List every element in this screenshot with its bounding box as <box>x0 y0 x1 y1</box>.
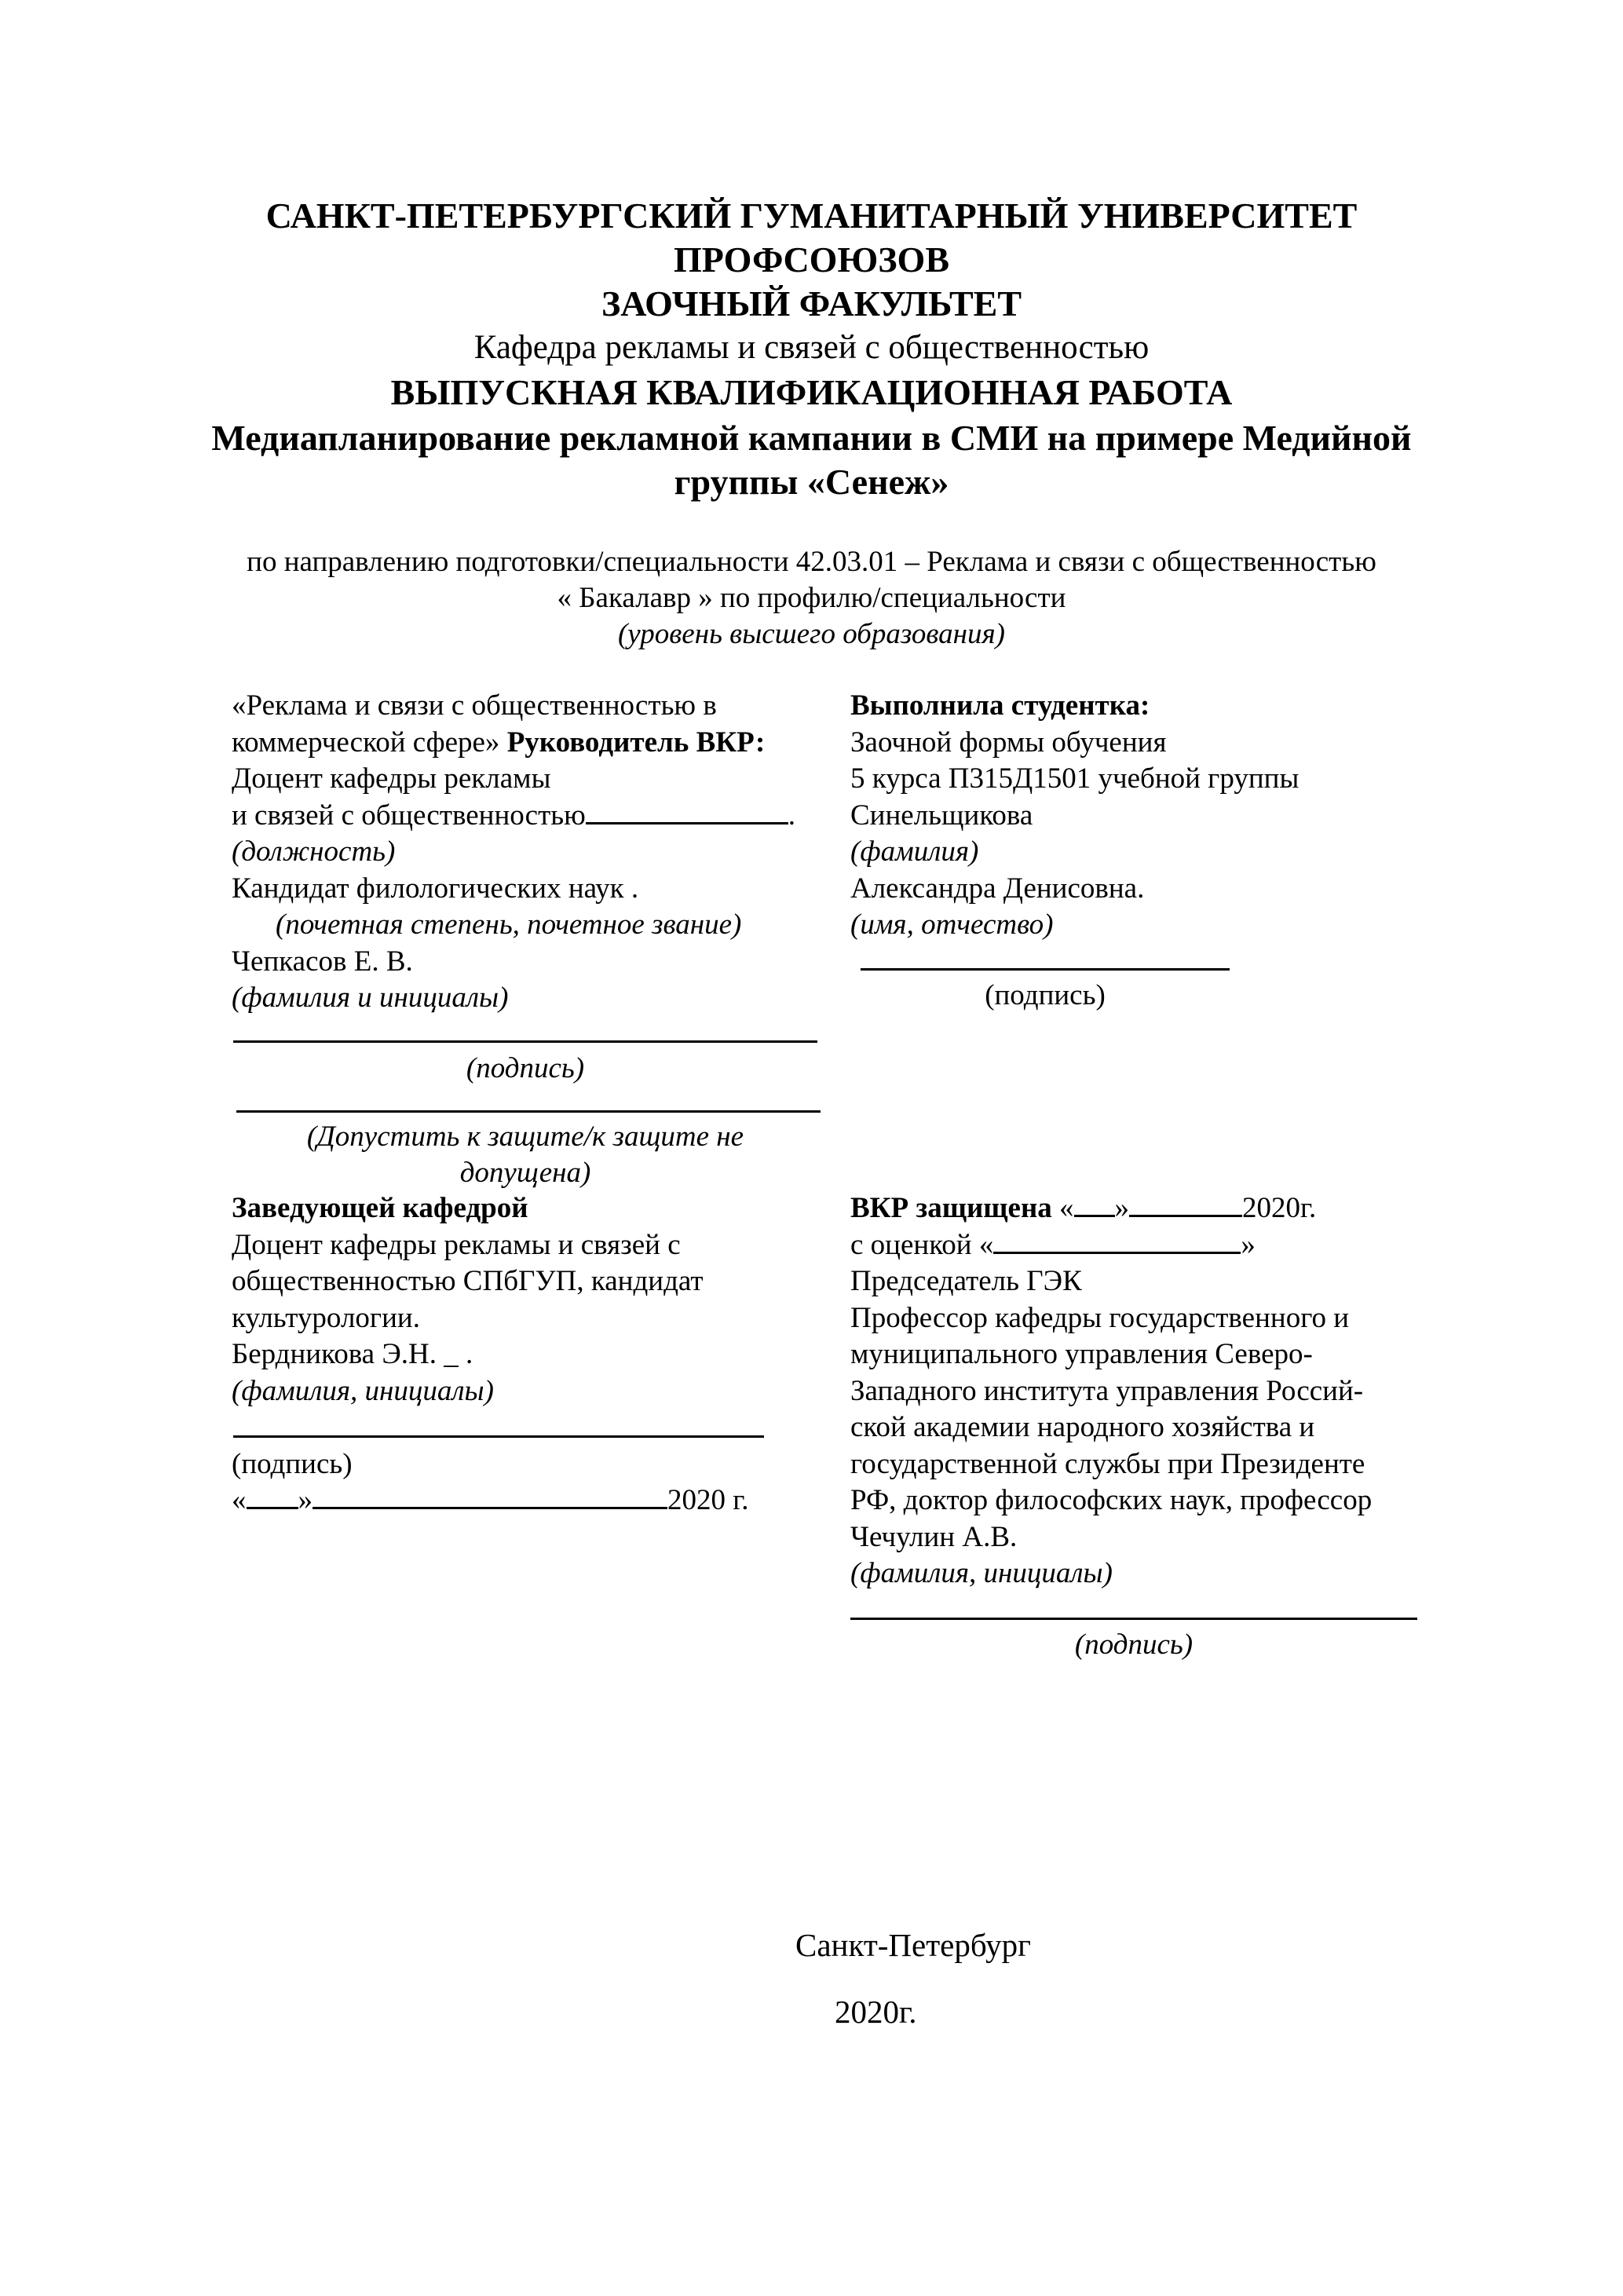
university-name-line1: САНКТ-ПЕТЕРБУРГСКИЙ ГУМАНИТАРНЫЙ УНИВЕРСИТЕТ <box>265 196 1358 236</box>
head-name-hint: (фамилия, инициалы) <box>232 1374 494 1407</box>
supervisor-position-end: . <box>788 799 796 832</box>
head-signature-line[interactable] <box>233 1435 764 1438</box>
defense-year: 2020г. <box>1242 1192 1317 1224</box>
head-date-day-blank[interactable] <box>247 1483 298 1509</box>
supervisor-signature-line[interactable] <box>233 1040 817 1043</box>
thesis-title-line2: группы «Сенеж» <box>674 462 949 502</box>
chair-name: Чечулин А.В. <box>850 1520 1018 1553</box>
specialty-line: по направлению подготовки/специальности 42.03.01 – Реклама и связи с общественностью <box>247 546 1376 578</box>
chair-position-line4: ской академии народного хозяйства и <box>850 1411 1315 1443</box>
head-date-year: 2020 г. <box>667 1484 749 1516</box>
student-study-form: Заочной формы обучения <box>850 726 1167 759</box>
admission-signature-line[interactable] <box>236 1110 821 1113</box>
supervisor-name: Чепкасов Е. В. <box>232 945 413 978</box>
student-signature-hint: (подпись) <box>985 979 1106 1011</box>
chair-position-line5: государственной службы при Президенте <box>850 1447 1365 1480</box>
student-given-names: Александра Денисовна. <box>850 872 1145 905</box>
defense-grade-line <box>850 1227 1494 1264</box>
supervisor-position-line1: Доцент кафедры рекламы <box>232 762 551 795</box>
head-of-department-block <box>232 1190 821 1409</box>
defense-date-line <box>850 1190 1494 1227</box>
head-date-month-blank[interactable] <box>313 1483 667 1509</box>
head-signature-hint: (подпись) <box>232 1448 353 1480</box>
chair-signature-line[interactable] <box>850 1618 1417 1620</box>
chair-label: Председатель ГЭК <box>850 1265 1082 1297</box>
profile-line1: «Реклама и связи с общественностью в <box>232 689 717 722</box>
admission-hint-line1: (Допустить к защите/к защите не <box>306 1121 744 1153</box>
grade-close: » <box>1241 1228 1256 1261</box>
admission-hint-line2: допущена) <box>459 1157 591 1189</box>
head-date-line <box>232 1483 749 1519</box>
thesis-title-line1: Медиапланирование рекламной кампании в СМИ на примере Медийной <box>211 418 1412 458</box>
defense-date-open: « <box>1051 1192 1074 1224</box>
head-name: Бердникова Э.Н. _ . <box>232 1338 473 1370</box>
work-type-heading: ВЫПУСКНАЯ КВАЛИФИКАЦИОННАЯ РАБОТА <box>390 372 1233 412</box>
supervisor-block <box>232 688 821 1017</box>
supervisor-position-blank[interactable] <box>586 799 788 824</box>
head-position-line3: культурологии. <box>232 1301 420 1334</box>
degree-profile-line: « Бакалавр » по профилю/специальности <box>557 582 1066 614</box>
supervisor-name-hint: (фамилия и инициалы) <box>232 982 509 1014</box>
supervisor-degree: Кандидат филологических наук . <box>232 872 639 905</box>
profile-line2 <box>232 725 821 762</box>
student-signature-line[interactable] <box>861 968 1230 971</box>
student-label: Выполнила студентка: <box>850 689 1150 722</box>
chair-signature-hint: (подпись) <box>1074 1629 1193 1661</box>
head-position-line2: общественностью СПбГУП, кандидат <box>232 1265 704 1297</box>
chair-name-hint: (фамилия, инициалы) <box>850 1557 1113 1589</box>
faculty-name: ЗАОЧНЫЙ ФАКУЛЬТЕТ <box>601 283 1022 324</box>
supervisor-signature-hint: (подпись) <box>466 1052 585 1084</box>
student-group: 5 курса П315Д1501 учебной группы <box>850 762 1299 795</box>
grade-prefix: с оценкой « <box>850 1228 994 1261</box>
chair-position-line2: муниципального управления Северо- <box>850 1338 1313 1370</box>
grade-blank[interactable] <box>993 1228 1241 1254</box>
supervisor-position-line2 <box>232 798 821 835</box>
head-date-open: « <box>232 1484 247 1516</box>
defense-label: ВКР защищена <box>850 1192 1052 1224</box>
supervisor-degree-hint: (почетная степень, почетное звание) <box>276 909 742 941</box>
chair-position-line3: Западного института управления Россий- <box>850 1374 1364 1407</box>
defense-month-blank[interactable] <box>1129 1191 1242 1217</box>
chair-position-line1: Профессор кафедры государственного и <box>850 1301 1350 1334</box>
supervisor-position-hint: (должность) <box>232 835 396 868</box>
head-date-mid: » <box>298 1484 313 1516</box>
education-level-hint: (уровень высшего образования) <box>617 618 1005 650</box>
head-label: Заведующей кафедрой <box>232 1192 528 1224</box>
defense-date-mid: » <box>1114 1192 1130 1224</box>
chair-position-line6: РФ, доктор философских наук, профессор <box>850 1484 1373 1516</box>
student-surname-hint: (фамилия) <box>850 835 979 868</box>
year: 2020г. <box>835 1994 917 2030</box>
student-given-names-hint: (имя, отчество) <box>850 909 1054 941</box>
university-name-line2: ПРОФСОЮЗОВ <box>674 239 949 280</box>
supervisor-label: Руководитель ВКР: <box>506 726 766 759</box>
head-position-line1: Доцент кафедры рекламы и связей с <box>232 1228 681 1261</box>
student-block <box>850 688 1479 944</box>
city: Санкт-Петербург <box>795 1927 1031 1963</box>
defense-block <box>850 1190 1494 1592</box>
defense-day-blank[interactable] <box>1074 1191 1115 1217</box>
supervisor-position-text: и связей с общественностью <box>232 799 586 832</box>
department-name: Кафедра рекламы и связей с общественностью <box>473 329 1150 366</box>
student-surname: Синельщикова <box>850 799 1033 832</box>
profile-text: коммерческой сфере» <box>232 726 507 759</box>
